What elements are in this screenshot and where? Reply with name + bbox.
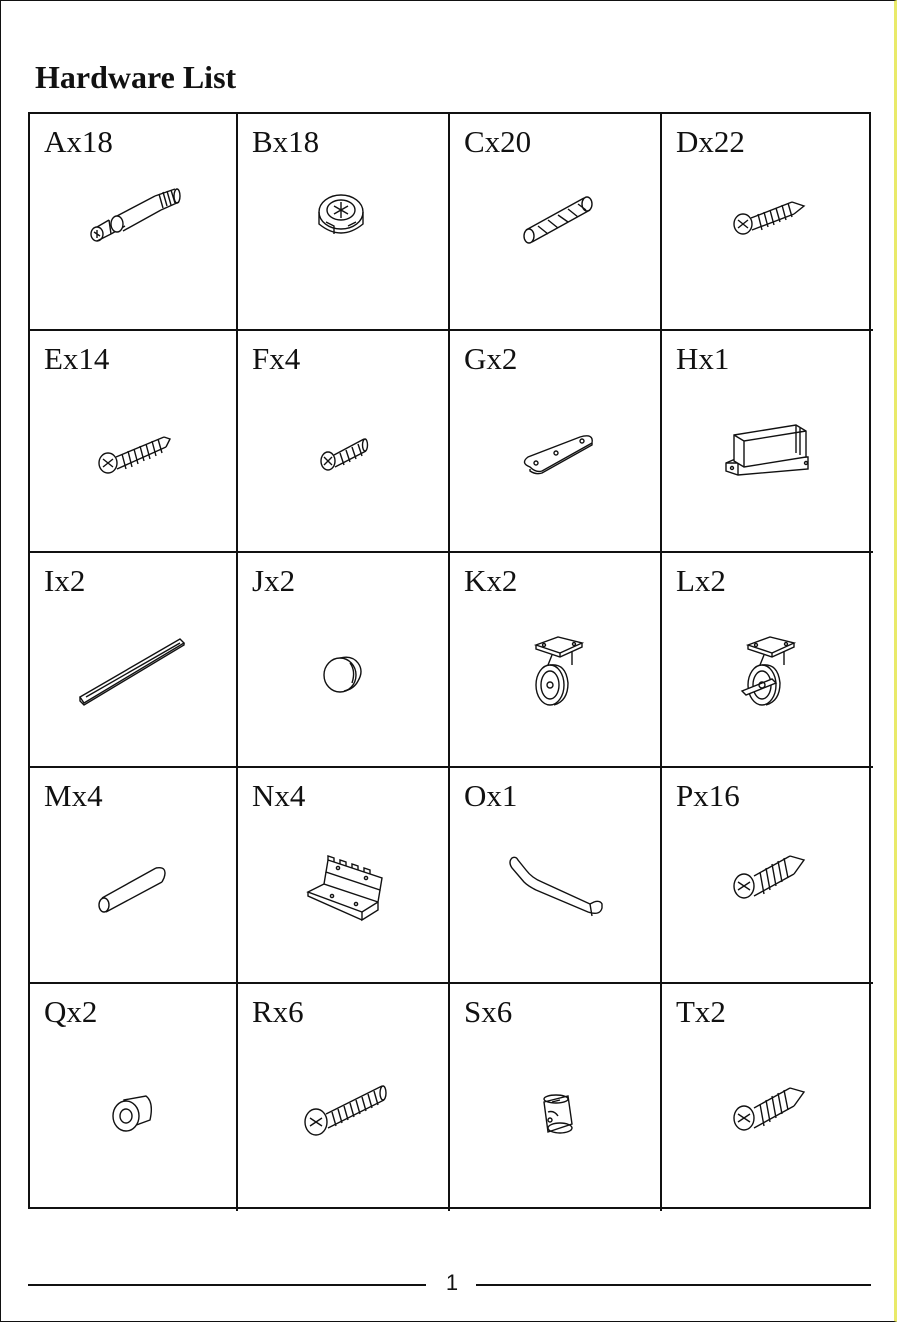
hardware-label: Sx6 bbox=[464, 994, 513, 1029]
hardware-label: Ix2 bbox=[44, 563, 86, 598]
hinge-icon bbox=[238, 768, 448, 982]
hardware-cell bbox=[450, 553, 662, 768]
hardware-grid bbox=[28, 112, 871, 1209]
handle-icon bbox=[450, 768, 660, 982]
hardware-label: Qx2 bbox=[44, 994, 98, 1029]
hardware-label: Ex14 bbox=[44, 341, 110, 376]
short-screw-icon bbox=[662, 114, 873, 329]
hardware-label: Kx2 bbox=[464, 563, 518, 598]
hardware-label: Fx4 bbox=[252, 341, 301, 376]
hardware-label: Nx4 bbox=[252, 778, 306, 813]
hardware-cell bbox=[450, 114, 662, 331]
hardware-label: Px16 bbox=[676, 778, 740, 813]
hardware-cell bbox=[662, 114, 873, 331]
hardware-label: Mx4 bbox=[44, 778, 103, 813]
hardware-cell bbox=[238, 331, 450, 553]
long-screw-icon bbox=[30, 331, 236, 551]
barrel-nut-icon bbox=[450, 984, 660, 1211]
hardware-cell bbox=[30, 553, 238, 768]
hardware-cell bbox=[238, 984, 450, 1211]
hardware-cell bbox=[30, 114, 238, 331]
machine-screw-icon bbox=[238, 331, 448, 551]
wide-screw-icon bbox=[662, 984, 873, 1211]
hardware-cell bbox=[30, 331, 238, 553]
locking-caster-icon bbox=[662, 553, 873, 766]
hardware-label: Rx6 bbox=[252, 994, 304, 1029]
hardware-cell bbox=[662, 768, 873, 984]
caster-wheel-icon bbox=[450, 553, 660, 766]
cam-lock-icon bbox=[238, 114, 448, 329]
wide-screw-icon bbox=[662, 768, 873, 982]
hardware-cell bbox=[238, 768, 450, 984]
hardware-cell bbox=[30, 984, 238, 1211]
hardware-label: Jx2 bbox=[252, 563, 296, 598]
hardware-label: Tx2 bbox=[676, 994, 726, 1029]
long-bolt-icon bbox=[238, 984, 448, 1211]
hardware-label: Dx22 bbox=[676, 124, 745, 159]
page-number: 1 bbox=[445, 1270, 459, 1295]
hardware-cell bbox=[238, 553, 450, 768]
knob-icon bbox=[238, 553, 448, 766]
hardware-cell bbox=[30, 768, 238, 984]
wood-dowel-icon bbox=[450, 114, 660, 329]
hardware-label: Cx20 bbox=[464, 124, 532, 159]
bushing-icon bbox=[30, 984, 236, 1211]
hardware-cell bbox=[450, 331, 662, 553]
mounting-plate-icon bbox=[450, 331, 660, 551]
hardware-label: Gx2 bbox=[464, 341, 518, 376]
metal-rail-icon bbox=[30, 553, 236, 766]
page-title: Hardware List bbox=[35, 59, 237, 95]
cam-bolt-icon bbox=[30, 114, 236, 329]
dowel-pin-icon bbox=[30, 768, 236, 982]
hardware-cell bbox=[450, 984, 662, 1211]
footer-rule-left bbox=[28, 1284, 426, 1286]
hardware-cell bbox=[238, 114, 450, 331]
hardware-cell bbox=[662, 984, 873, 1211]
hardware-label: Bx18 bbox=[252, 124, 320, 159]
hardware-label: Ox1 bbox=[464, 778, 518, 813]
hardware-label: Ax18 bbox=[44, 124, 113, 159]
hardware-cell bbox=[662, 553, 873, 768]
magnetic-catch-icon bbox=[662, 331, 873, 551]
hardware-label: Hx1 bbox=[676, 341, 730, 376]
hardware-label: Lx2 bbox=[676, 563, 726, 598]
footer-rule-right bbox=[476, 1284, 871, 1286]
hardware-cell bbox=[662, 331, 873, 553]
hardware-cell bbox=[450, 768, 662, 984]
